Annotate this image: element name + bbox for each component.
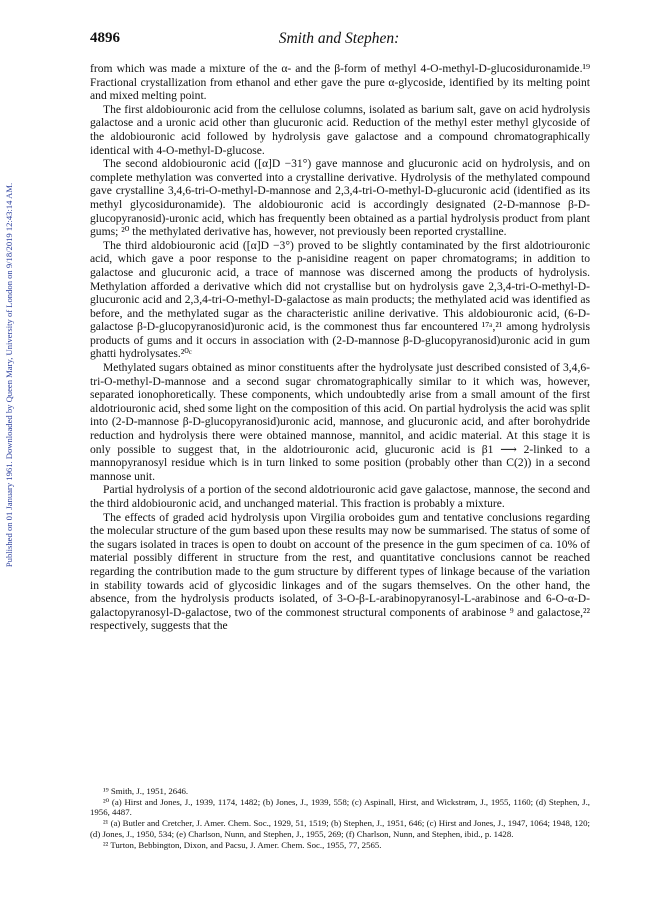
page-header (90, 30, 588, 52)
paragraph: The second aldobiouronic acid ([α]D −31°) gave mannose and glucuronic acid on hydrolysis, and on complete methylation was converted into a crystalline derivative. Hydrolysis of the methylated compound gave crystalline 3,4,6-tri-O-methyl-D-mannose and 2,3,4-tri-O-methyl-D-glucuronic acid (identified as its methyl glycosiduronamide). The aldobiouronic acid is accordingly designated (2-D-mannose β-D-glucopyranosid)-uronic acid, which has frequently been obtained as a partial hydrolysis product from plant gums; ²⁰ the methylated derivative has, however, not previously been reported crystalline. (90, 157, 590, 239)
body-text (90, 62, 590, 633)
paragraph: The effects of graded acid hydrolysis upon Virgilia oroboides gum and tentative conclusions regarding the molecular structure of the gum based upon these results may now be summarised. The status of some of the sugars isolated in traces is open to doubt on account of the presence in the gum specimen of ca. 10% of material possibly different in structure from the rest, and quantitative conclusions cannot be reached regarding the contribution made to the gum structure by different types of linkage because of the variation in stability towards acid of glycosidic linkages and of the sugars themselves. On the other hand, the absence, from the hydrolysis products isolated, of 3-O-β-L-arabinopyranosyl-L-arabinose and 6-O-α-D-galactopyranosyl-D-galactose, two of the commonest structural components of arabinose ⁹ and galactose,²² respectively, suggests that the (90, 510, 590, 633)
footnote: ¹⁹ Smith, J., 1951, 2646. (103, 786, 189, 796)
download-watermark (2, 95, 16, 655)
footnote: ²⁰ (a) Hirst and Jones, J., 1939, 1174, 1482; (b) Jones, J., 1939, 558; (c) Aspinall, Hirst, and Wickstrøm, J., 1955, 1160; (d) Stephen, J., 1956, 4487. (90, 796, 590, 818)
paragraph: Methylated sugars obtained as minor constituents after the hydrolysate just described consisted of 3,4,6-tri-O-methyl-D-mannose and a second sugar chromatographically similar to it which was, however, separated ionophoretically. These components, which undoubtedly arise from a small amount of the first aldotriouronic acid, shed some light on the composition of this acid. On partial hydrolysis the acid was split into (2-D-mannose β-D-glucopyranosid)uronic acid, mannose, and glucuronic acid, and after borohydride reduction and hydrolysis there were obtained mannose, mannitol, and acidic material. At this stage it is only possible to suggest that, in the aldotriouronic acid, glucuronic acid is β1 ⟶ 2-linked to a mannopyranosyl residue which is in turn linked to some position (probably other than C(2)) in a second mannose unit. (90, 361, 590, 483)
footnote: ²¹ (a) Butler and Cretcher, J. Amer. Chem. Soc., 1929, 51, 1519; (b) Stephen, J., 1951, 646; (c) Hirst and Jones, J., 1947, 1064; 1948, 120; (d) Jones, J., 1950, 534; (e) Charlson, Nunn, and Stephen, J., 1955, 269; (f) Charlson, Nunn, and Stephen, ibid., p. 1428. (90, 818, 590, 839)
paragraph: Partial hydrolysis of a portion of the second aldotriouronic acid gave galactose, mannose, the second and the third aldobiouronic acid, and unchanged material. This fraction is probably a mixture. (90, 483, 590, 510)
paragraph: The first aldobiouronic acid from the cellulose columns, isolated as barium salt, gave on acid hydrolysis galactose and a uronic acid other than glucuronic acid. Reduction of the methyl ester methyl glycoside of the aldobiouronic acid followed by hydrolysis gave galactose and a compound chromatographically identical with 4-O-methyl-D-glucose. (90, 102, 590, 157)
running-title: Smith and Stephen: (278, 30, 400, 47)
paragraph: The third aldobiouronic acid ([α]D −3°) proved to be slightly contaminated by the first aldotriouronic acid, which gave a poor response to the p-anisidine reagent on paper chromatograms; in addition to galactose and glucuronic acid, a trace of mannose was discerned among the products of hydrolysis. Methylation afforded a derivative which did not crystallise but on hydrolysis gave 2,3,4-tri-O-methyl-D-glucuronic acid and 2,3,4-tri-O-methyl-D-galactose as main products; the methylated acid was identified as before, and the methylated sugar as the characteristic aniline derivative. This aldobiouronic acid, (6-D-galactose β-D-glucopyranosid)uronic acid, is the commonest thus far encountered ¹⁷ᵃ,²¹ among hydrolysis products of gums and it occurs in association with (2-D-mannose β-D-glucopyranosid)uronic acid in gum ghatti hydrolysates.²⁰ᶜ (90, 238, 590, 361)
page-number: 4896 (90, 30, 120, 46)
footnotes (90, 786, 590, 850)
paragraph: from which was made a mixture of the α- and the β-form of methyl 4-O-methyl-D-glucosiduronamide.¹⁹ Fractional crystallization from ethanol and ether gave the pure α-glycoside, identified by its melting point and mixed melting point. (90, 62, 590, 103)
footnote: ²² Turton, Bebbington, Dixon, and Pacsu, J. Amer. Chem. Soc., 1955, 77, 2565. (103, 839, 382, 850)
download-watermark-text: Published on 01 January 1961. Downloaded by Queen Mary, University of London on 9/18/2019 12:43:14 AM. (4, 182, 14, 568)
